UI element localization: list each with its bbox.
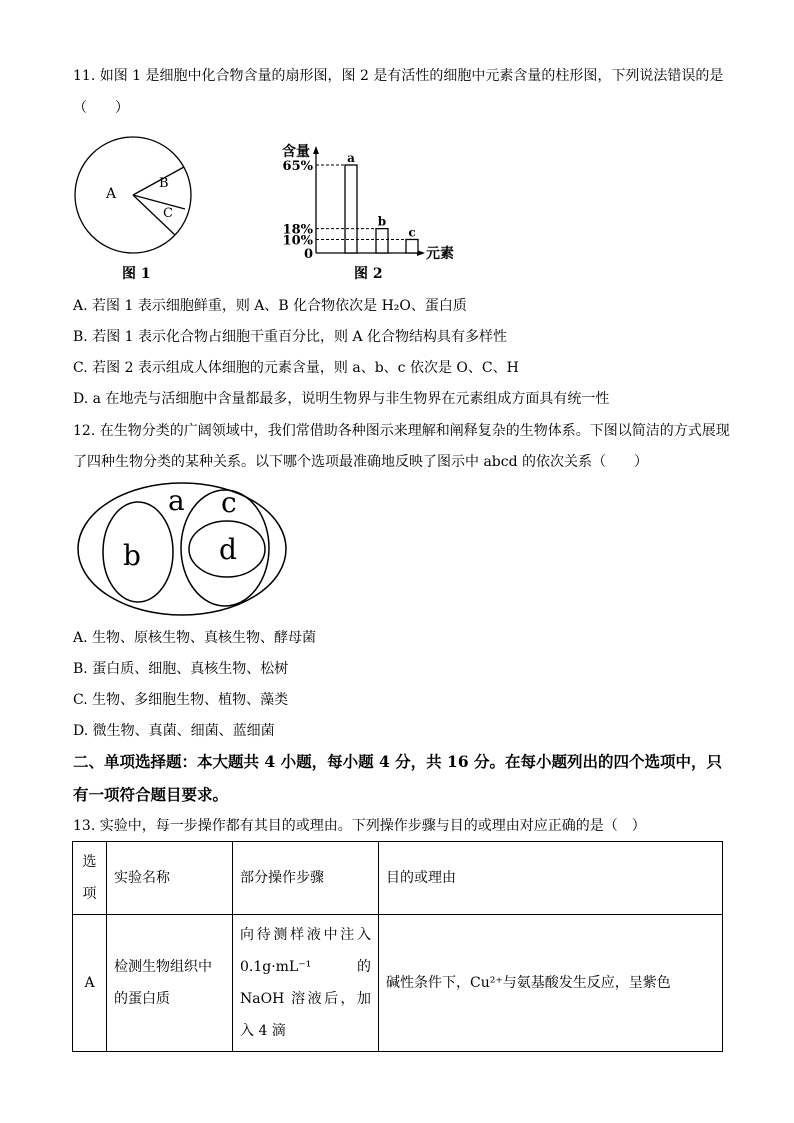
q11-option-d[interactable]: D. a 在地壳与活细胞中含量都最多，说明生物界与非生物界在元素组成方面具有统一性 — [73, 391, 610, 407]
q11-option-a[interactable]: A. 若图 1 表示细胞鲜重，则 A、B 化合物依次是 H₂O、蛋白质 — [73, 298, 467, 314]
q12-option-d[interactable]: D. 微生物、真菌、细菌、蓝细菌 — [73, 723, 275, 739]
q11-option-b[interactable]: B. 若图 1 表示化合物占细胞干重百分比，则 A 化合物结构具有多样性 — [73, 329, 508, 345]
row-a-purpose-reason: 碱性条件下，Cu²⁺与氨基酸发生反应，呈紫色 — [379, 915, 723, 1052]
venn-label-c: c — [221, 486, 237, 519]
section-2-heading-line1: 二、单项选择题：本大题共 4 小题，每小题 4 分，共 16 分。在每小题列出的四个选项中，只 — [73, 752, 723, 771]
classification-venn-diagram — [76, 480, 294, 622]
pie-label-c: C — [163, 206, 173, 221]
header-operation-steps: 部分操作步骤 — [233, 842, 379, 915]
fig2-xlabel: 元素 — [426, 246, 454, 262]
bar-label-a: a — [347, 151, 355, 165]
y-tick-label: 0 — [303, 247, 313, 262]
header-experiment-name: 实验名称 — [107, 842, 233, 915]
row-a-option: A — [73, 915, 107, 1052]
q12-option-c[interactable]: C. 生物、多细胞生物、植物、藻类 — [73, 692, 289, 708]
figure-2-bar-chart — [276, 140, 486, 262]
bar-c — [406, 239, 418, 253]
bar-b — [376, 229, 388, 253]
q12-stem-line1: 12. 在生物分类的广阔领域中，我们常借助各种图示来理解和阐释复杂的生物体系。下图以简洁的方式展现 — [73, 423, 730, 439]
header-purpose-reason: 目的或理由 — [379, 842, 723, 915]
table-row — [73, 915, 723, 1052]
row-a-experiment-name: 检测生物组织中的蛋白质 — [107, 915, 233, 1052]
bar-label-b: b — [377, 214, 387, 229]
q12-option-b[interactable]: B. 蛋白质、细胞、真核生物、松树 — [73, 661, 289, 677]
venn-label-a: a — [168, 484, 185, 517]
q13-stem: 13. 实验中，每一步操作都有其目的或理由。下列操作步骤与目的或理由对应正确的是（ ） — [73, 818, 646, 834]
fig2-ylabel: 含量 — [282, 144, 310, 160]
q11-option-c[interactable]: C. 若图 2 表示组成人体细胞的元素含量，则 a、b、c 依次是 O、C、H — [73, 360, 519, 376]
venn-label-b: b — [123, 539, 141, 572]
section-2-heading-line2: 有一项符合题目要求。 — [73, 785, 229, 804]
pie-label-a: A — [106, 186, 117, 202]
table-header-row — [73, 842, 723, 915]
figure-1-pie — [70, 132, 200, 256]
row-a-operation-steps: 向待测样液中注入 0.1g·mL⁻¹的 NaOH 溶液后，加入 4 滴 — [233, 915, 379, 1052]
y-tick-label: 10% — [282, 233, 313, 249]
q11-stem-line1: 11. 如图 1 是细胞中化合物含量的扇形图，图 2 是有活性的细胞中元素含量的柱形图，下列说法错误的是 — [73, 68, 724, 84]
q13-table — [72, 841, 723, 1052]
figure-2-caption: 图 2 — [354, 266, 383, 282]
q12-stem-line2: 了四种生物分类的某种关系。以下哪个选项最准确地反映了图示中 abcd 的依次关系（ ） — [73, 454, 649, 470]
y-tick-label: 18% — [282, 222, 313, 238]
venn-label-d: d — [219, 533, 237, 566]
pie-label-b: B — [159, 176, 169, 191]
header-option: 选项 — [73, 842, 107, 915]
q11-stem-line2: （ ） — [73, 100, 129, 116]
q12-option-a[interactable]: A. 生物、原核生物、真核生物、酵母菌 — [73, 630, 317, 646]
y-tick-label: 65% — [282, 159, 313, 174]
figure-1-caption: 图 1 — [122, 266, 151, 282]
bar-label-c: c — [408, 225, 416, 240]
